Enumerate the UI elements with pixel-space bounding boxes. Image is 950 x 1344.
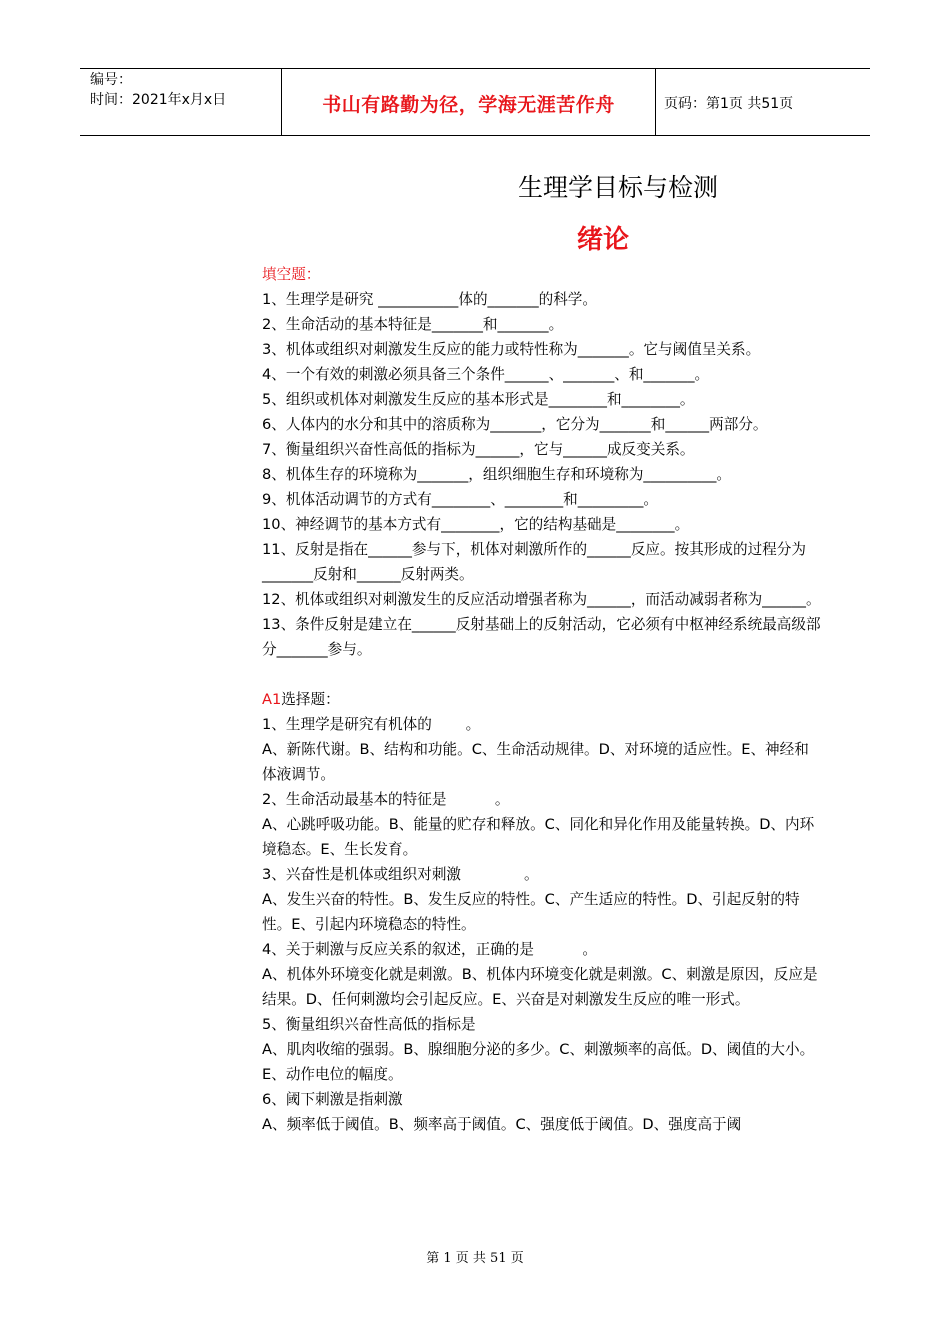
fill-blank-item: 2、生命活动的基本特征是_______和_______。 (262, 316, 564, 333)
choice-item: A、肌肉收缩的强弱。B、腺细胞分泌的多少。C、刺激频率的高低。D、阈值的大小。E、动作电位的幅度。 (262, 1041, 815, 1083)
choice-item: 4、关于刺激与反应关系的叙述，正确的是 。 (262, 941, 597, 958)
choice-item: A、心跳呼吸功能。B、能量的贮存和释放。C、同化和异化作用及能量转换。D、内环境稳态。E、生长发育。 (262, 816, 815, 858)
choice-item: 2、生命活动最基本的特征是 。 (262, 791, 510, 808)
header-divider-left (281, 68, 282, 136)
fill-blank-item: 9、机体活动调节的方式有________、________和_________。 (262, 491, 659, 508)
section-gap (262, 662, 822, 687)
page-footer: 第 1 页 共 51 页 (426, 1251, 524, 1266)
fill-blank-item: 3、机体或组织对刺激发生反应的能力或特性称为_______。它与阈值呈关系。 (262, 341, 761, 358)
time-label: 时间：2021年x月x日 (90, 92, 227, 108)
fill-blank-item: 4、一个有效的刺激必须具备三个条件______、_______、和_______。 (262, 366, 710, 383)
fill-blank-heading: 填空题： (262, 266, 321, 283)
choice-list (262, 712, 822, 1137)
choice-item: A、频率低于阈值。B、频率高于阈值。C、强度低于阈值。D、强度高于阈 (262, 1116, 742, 1133)
choice-heading-suffix: 选择题： (281, 691, 340, 708)
fill-blank-item: 6、人体内的水分和其中的溶质称为_______，它分为_______和______两部分。 (262, 416, 768, 433)
number-label: 编号： (90, 72, 132, 88)
fill-blank-list (262, 287, 822, 662)
fill-blank-item: 11、反射是指在______参与下，机体对刺激所作的______反应。按其形成的过程分为_______反射和______反射两类。 (262, 541, 806, 583)
header-page-info: 页码：第1页 共51页 (664, 96, 794, 112)
header-divider-right (655, 68, 656, 136)
header-top-rule (80, 68, 870, 69)
fill-blank-item: 7、衡量组织兴奋性高低的指标为______，它与______成反变关系。 (262, 441, 695, 458)
choice-item: 3、兴奋性是机体或组织对刺激 。 (262, 866, 539, 883)
choice-heading-prefix: A1 (262, 691, 282, 708)
fill-blank-item: 5、组织或机体对刺激发生反应的基本形式是________和________。 (262, 391, 695, 408)
choice-heading (262, 687, 822, 712)
chapter-title: 绪论 (577, 225, 630, 255)
fill-blank-item: 13、条件反射是建立在______反射基础上的反射活动，它必须有中枢神经系统最高级部分_______参与。 (262, 616, 821, 658)
fill-blank-item: 12、机体或组织对刺激发生的反应活动增强者称为______，而活动减弱者称为______。 (262, 591, 821, 608)
document-body (262, 262, 822, 1137)
fill-blank-item: 1、生理学是研究 ___________体的_______的科学。 (262, 291, 597, 308)
header-bottom-rule (80, 135, 870, 136)
fill-blank-item: 8、机体生存的环境称为_______，组织细胞生存和环境称为__________。 (262, 466, 731, 483)
choice-item: A、新陈代谢。B、结构和功能。C、生命活动规律。D、对环境的适应性。E、神经和体液调节。 (262, 741, 809, 783)
choice-item: A、机体外环境变化就是刺激。B、机体内环境变化就是刺激。C、刺激是原因，反应是结果。D、任何刺激均会引起反应。E、兴奋是对刺激发生反应的唯一形式。 (262, 966, 818, 1008)
document-title: 生理学目标与检测 (518, 173, 719, 202)
header-meta (90, 70, 226, 110)
header-motto: 书山有路勤为径，学海无涯苦作舟 (322, 94, 615, 116)
choice-item: 1、生理学是研究有机体的 。 (262, 716, 481, 733)
choice-item: 5、衡量组织兴奋性高低的指标是 (262, 1016, 476, 1033)
fill-blank-item: 10、神经调节的基本方式有________，它的结构基础是________。 (262, 516, 690, 533)
choice-item: 6、阈下刺激是指刺激 (262, 1091, 403, 1108)
choice-item: A、发生兴奋的特性。B、发生反应的特性。C、产生适应的特性。D、引起反射的特性。E、引起内环境稳态的特性。 (262, 891, 800, 933)
